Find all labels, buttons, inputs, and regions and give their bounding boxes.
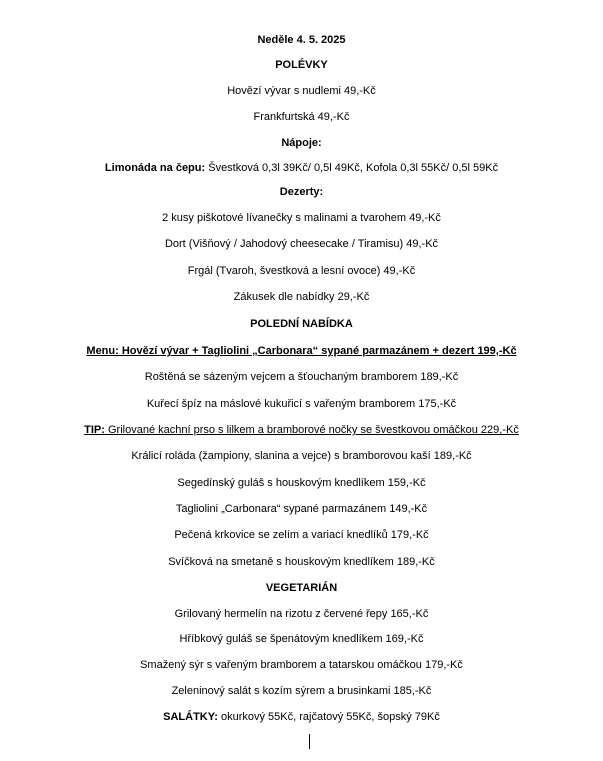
salads-text: okurkový 55Kč, rajčatový 55Kč, šopský 79Kč (217, 711, 440, 723)
salads-label: SALÁTKY: (163, 711, 218, 723)
dessert-item: Zákusek dle nabídky 29,-Kč (233, 291, 370, 303)
lemonade-line (0, 161, 603, 175)
tip-text: Grilované kachní prso s lilkem a bramborové nočky se švestkovou omáčkou 229,-Kč (104, 424, 519, 436)
lunch-heading: POLEDNÍ NABÍDKA (250, 318, 353, 330)
soup-item: Frankfurtská 49,-Kč (253, 111, 350, 123)
dessert-item: 2 kusy piškotové lívanečky s malinami a tvarohem 49,-Kč (162, 212, 441, 224)
drinks-heading: Nápoje: (281, 137, 322, 149)
lemonade-text: Švestková 0,3l 39Kč/ 0,5l 49Kč, Kofola 0,3l 55Kč/ 0,5l 59Kč (205, 162, 499, 174)
vegetarian-item: Grilovaný hermelín na rizotu z červené řepy 165,-Kč (174, 608, 429, 620)
lunch-item: Pečená krkovice se zelím a variací knedlíků 179,-Kč (174, 529, 429, 541)
lemonade-label: Limonáda na čepu: (104, 162, 206, 174)
menu-date: Neděle 4. 5. 2025 (257, 34, 346, 46)
tip-label: TIP: (84, 424, 105, 436)
soup-item: Hovězí vývar s nudlemi 49,-Kč (227, 85, 376, 97)
soups-heading: POLÉVKY (275, 59, 328, 71)
dessert-item: Frgál (Tvaroh, švestková a lesní ovoce) 49,-Kč (187, 265, 416, 277)
vegetarian-heading: VEGETARIÁN (265, 582, 338, 594)
lunch-item: Segedínský guláš s houskovým knedlíkem 159,-Kč (177, 477, 426, 489)
vegetarian-item: Smažený sýr s vařeným bramborem a tatarskou omáčkou 179,-Kč (140, 659, 463, 671)
tip-line (0, 423, 603, 437)
lunch-item: Kuřecí špíz na máslové kukuřicí s vařeným bramborem 175,-Kč (146, 398, 457, 410)
desserts-heading: Dezerty: (279, 186, 324, 198)
text-cursor (309, 734, 310, 749)
lunch-item: Roštěná se sázeným vejcem a šťouchaným bramborem 189,-Kč (144, 371, 459, 383)
salads-line (0, 710, 603, 724)
lunch-menu-line: Menu: Hovězí vývar + Tagliolini „Carbonara“ sypané parmazánem + dezert 199,-Kč (86, 345, 517, 357)
vegetarian-item: Hříbkový guláš se špenátovým knedlíkem 169,-Kč (179, 633, 424, 645)
vegetarian-item: Zeleninový salát s kozím sýrem a brusinkami 185,-Kč (171, 685, 432, 697)
lunch-item: Svíčková na smetaně s houskovým knedlíkem 189,-Kč (168, 556, 435, 568)
lunch-item: Králicí roláda (žampiony, slanina a vejce) s bramborovou kaší 189,-Kč (131, 450, 472, 462)
lunch-item: Tagliolini „Carbonara“ sypané parmazánem 149,-Kč (175, 503, 428, 515)
dessert-item: Dort (Višňový / Jahodový cheesecake / Tiramisu) 49,-Kč (164, 238, 439, 250)
